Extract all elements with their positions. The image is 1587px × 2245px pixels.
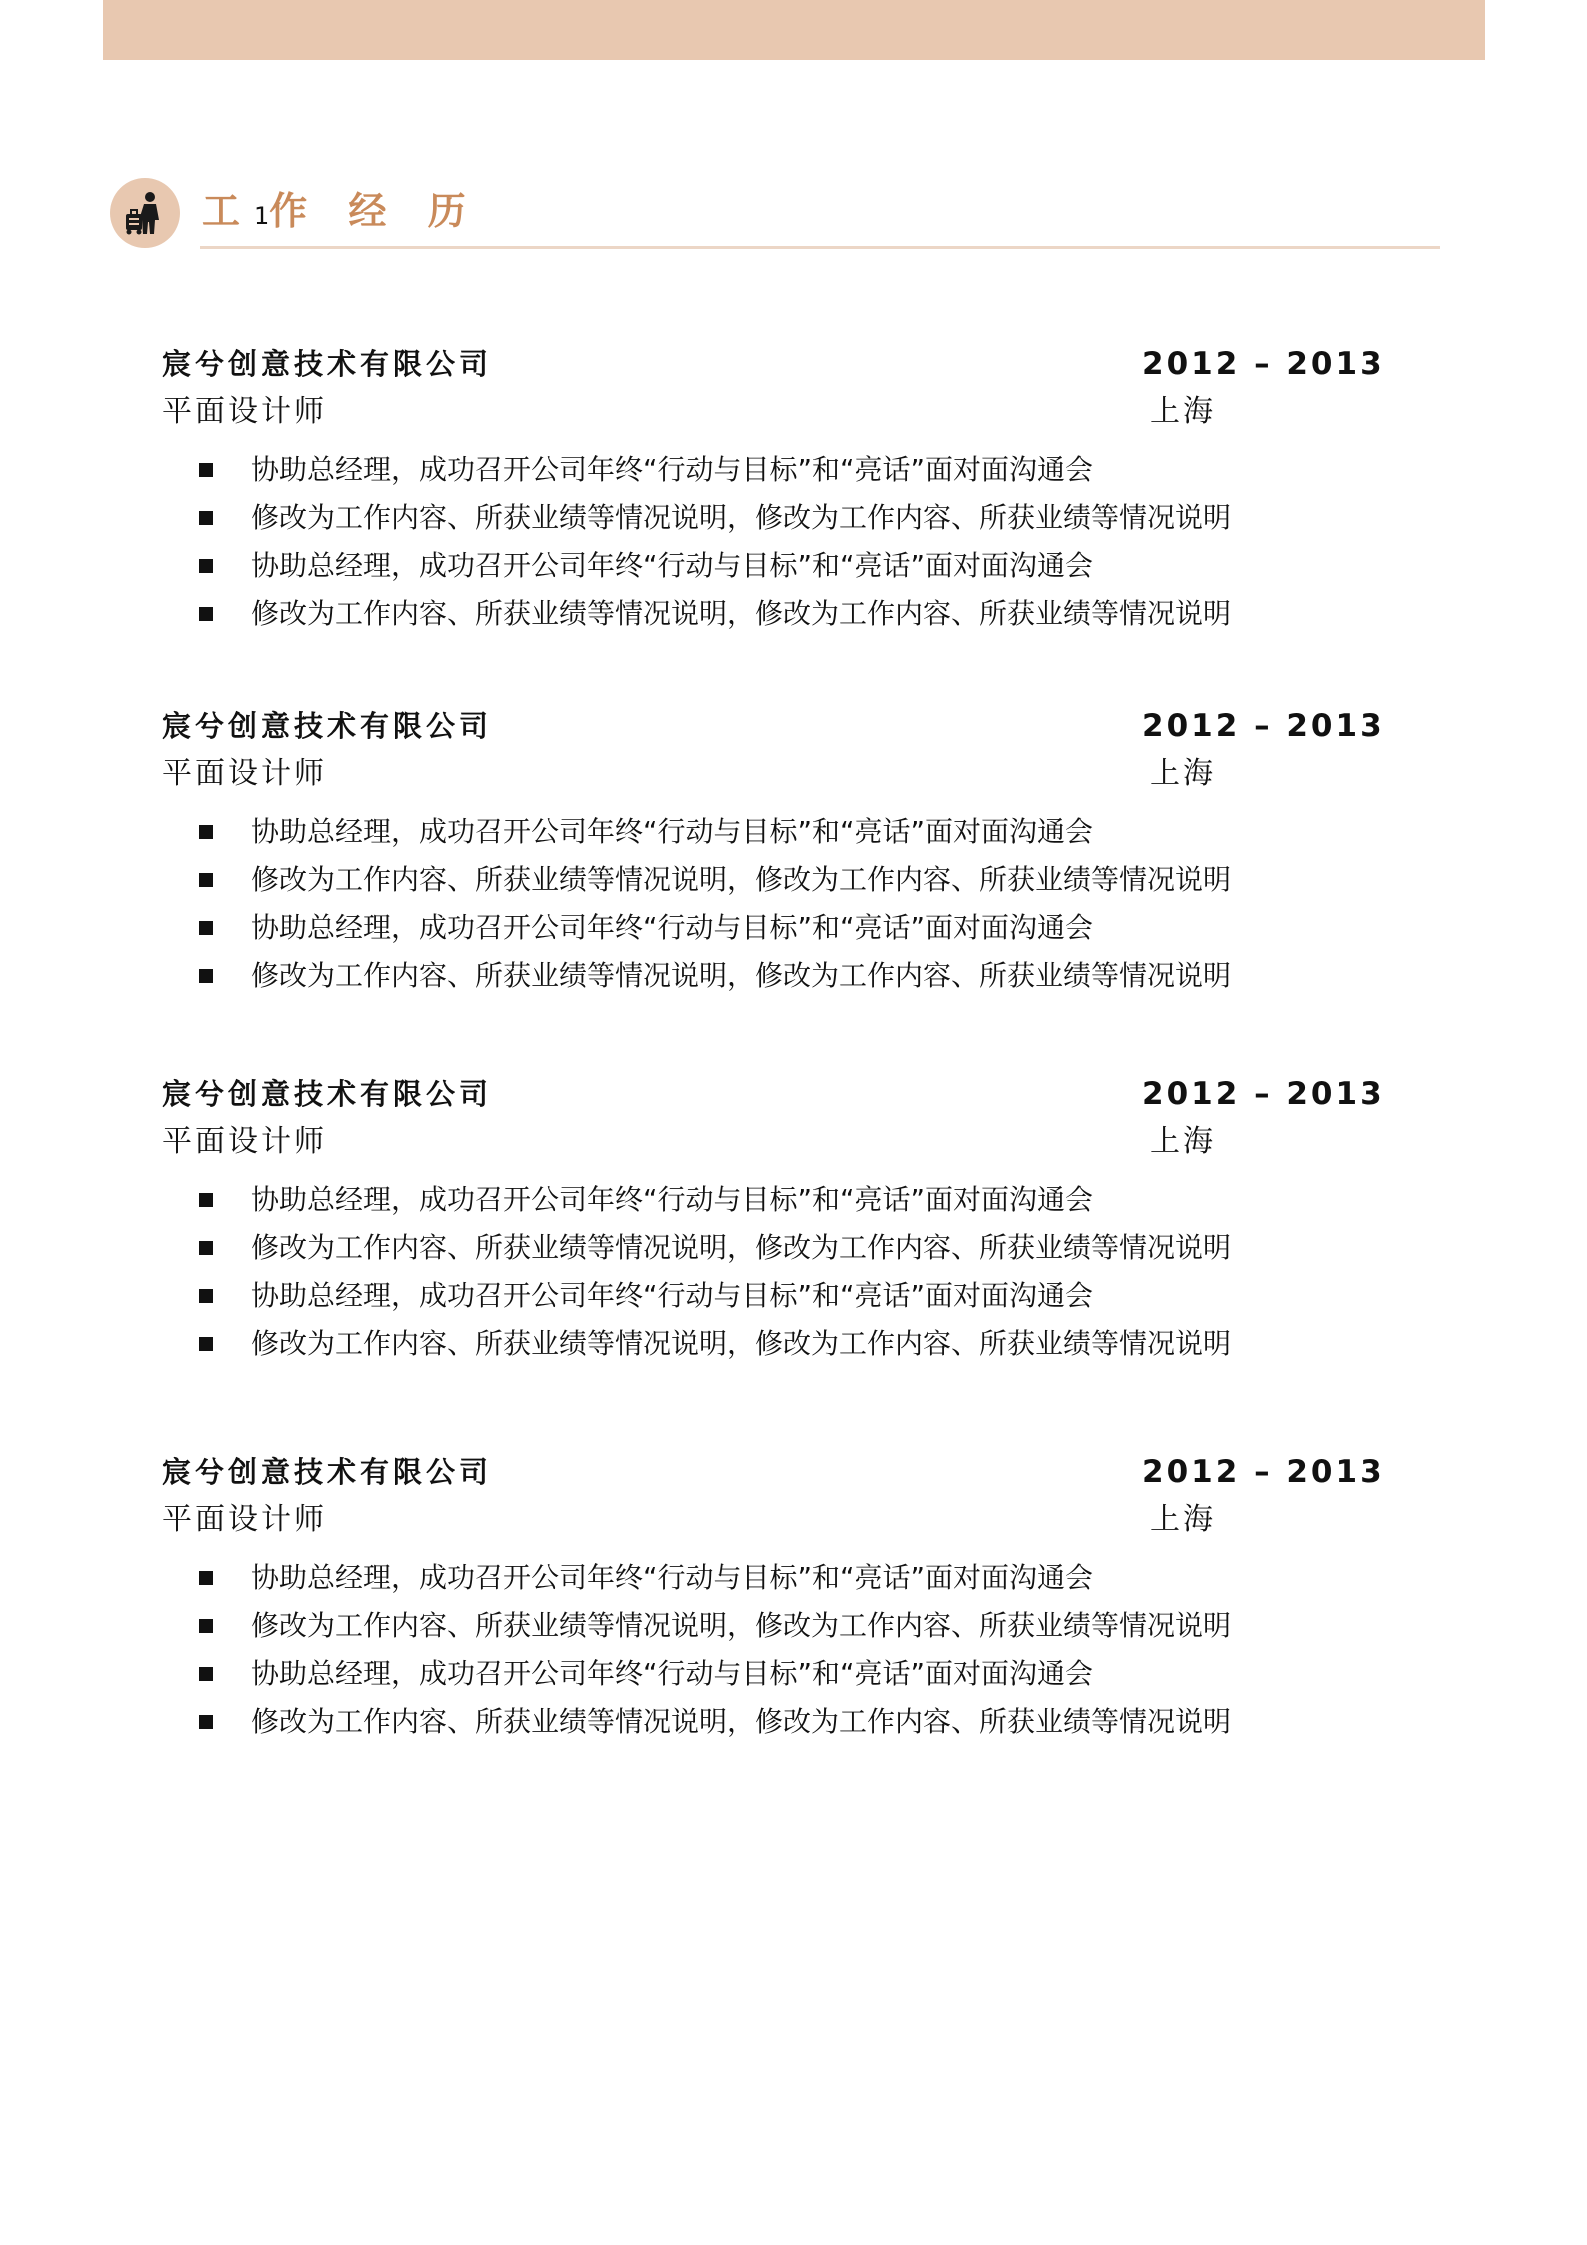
job-title: 平面设计师 — [162, 1502, 327, 1537]
company-name: 宸兮创意技术有限公司 — [162, 1077, 493, 1111]
square-bullet-icon — [199, 1193, 213, 1207]
person-with-luggage-icon — [110, 178, 180, 248]
work-entry — [162, 342, 1385, 638]
duty-list — [162, 1554, 1352, 1746]
square-bullet-icon — [199, 969, 213, 983]
duty-item — [162, 590, 1352, 638]
section-header-work-experience — [110, 178, 1440, 248]
company-name: 宸兮创意技术有限公司 — [162, 709, 493, 743]
employment-years: 2012 – 2013 — [1142, 346, 1385, 382]
square-bullet-icon — [199, 463, 213, 477]
square-bullet-icon — [199, 1715, 213, 1729]
duty-item — [162, 1272, 1352, 1320]
company-name: 宸兮创意技术有限公司 — [162, 347, 493, 381]
square-bullet-icon — [199, 511, 213, 525]
section-title-lead: 工 — [202, 189, 255, 233]
square-bullet-icon — [199, 607, 213, 621]
square-bullet-icon — [199, 1619, 213, 1633]
duty-list — [162, 808, 1352, 1000]
job-title: 平面设计师 — [162, 394, 327, 429]
duty-text: 协助总经理，成功召开公司年终“行动与目标”和“亮话”面对面沟通会 — [251, 1183, 1094, 1216]
duty-text: 修改为工作内容、所获业绩等情况说明，修改为工作内容、所获业绩等情况说明 — [251, 863, 1232, 896]
job-location: 上海 — [1150, 1124, 1216, 1159]
square-bullet-icon — [199, 873, 213, 887]
square-bullet-icon — [199, 921, 213, 935]
duty-item — [162, 1602, 1352, 1650]
duty-text: 修改为工作内容、所获业绩等情况说明，修改为工作内容、所获业绩等情况说明 — [251, 959, 1232, 992]
work-entry — [162, 1072, 1385, 1368]
page-number: 1 — [254, 202, 270, 230]
section-title-rest: 作 经 历 — [269, 189, 480, 233]
duty-item — [162, 494, 1352, 542]
duty-item — [162, 1176, 1352, 1224]
duty-list — [162, 1176, 1352, 1368]
duty-text: 修改为工作内容、所获业绩等情况说明，修改为工作内容、所获业绩等情况说明 — [251, 1231, 1232, 1264]
square-bullet-icon — [199, 1667, 213, 1681]
duty-text: 协助总经理，成功召开公司年终“行动与目标”和“亮话”面对面沟通会 — [251, 815, 1094, 848]
duty-item — [162, 1224, 1352, 1272]
square-bullet-icon — [199, 559, 213, 573]
duty-item — [162, 904, 1352, 952]
work-entry — [162, 1450, 1385, 1746]
duty-text: 协助总经理，成功召开公司年终“行动与目标”和“亮话”面对面沟通会 — [251, 453, 1094, 486]
duty-text: 协助总经理，成功召开公司年终“行动与目标”和“亮话”面对面沟通会 — [251, 1279, 1094, 1312]
duty-item — [162, 1320, 1352, 1368]
employment-years: 2012 – 2013 — [1142, 1454, 1385, 1490]
square-bullet-icon — [199, 1337, 213, 1351]
duty-item — [162, 808, 1352, 856]
job-location: 上海 — [1150, 1502, 1216, 1537]
square-bullet-icon — [199, 1241, 213, 1255]
duty-item — [162, 1698, 1352, 1746]
duty-text: 协助总经理，成功召开公司年终“行动与目标”和“亮话”面对面沟通会 — [251, 911, 1094, 944]
company-name: 宸兮创意技术有限公司 — [162, 1455, 493, 1489]
duty-text: 修改为工作内容、所获业绩等情况说明，修改为工作内容、所获业绩等情况说明 — [251, 501, 1232, 534]
job-location: 上海 — [1150, 756, 1216, 791]
square-bullet-icon — [199, 825, 213, 839]
duty-item — [162, 1554, 1352, 1602]
square-bullet-icon — [199, 1289, 213, 1303]
duty-item — [162, 952, 1352, 1000]
duty-list — [162, 446, 1352, 638]
duty-text: 修改为工作内容、所获业绩等情况说明，修改为工作内容、所获业绩等情况说明 — [251, 597, 1232, 630]
duty-item — [162, 856, 1352, 904]
work-entry — [162, 704, 1385, 1000]
duty-item — [162, 542, 1352, 590]
duty-text: 协助总经理，成功召开公司年终“行动与目标”和“亮话”面对面沟通会 — [251, 1561, 1094, 1594]
duty-text: 修改为工作内容、所获业绩等情况说明，修改为工作内容、所获业绩等情况说明 — [251, 1705, 1232, 1738]
job-title: 平面设计师 — [162, 756, 327, 791]
duty-text: 修改为工作内容、所获业绩等情况说明，修改为工作内容、所获业绩等情况说明 — [251, 1327, 1232, 1360]
square-bullet-icon — [199, 1571, 213, 1585]
duty-text: 修改为工作内容、所获业绩等情况说明，修改为工作内容、所获业绩等情况说明 — [251, 1609, 1232, 1642]
duty-item — [162, 446, 1352, 494]
job-location: 上海 — [1150, 394, 1216, 429]
duty-text: 协助总经理，成功召开公司年终“行动与目标”和“亮话”面对面沟通会 — [251, 549, 1094, 582]
section-divider — [200, 246, 1440, 249]
employment-years: 2012 – 2013 — [1142, 1076, 1385, 1112]
duty-item — [162, 1650, 1352, 1698]
top-decorative-band — [103, 0, 1485, 60]
job-title: 平面设计师 — [162, 1124, 327, 1159]
employment-years: 2012 – 2013 — [1142, 708, 1385, 744]
duty-text: 协助总经理，成功召开公司年终“行动与目标”和“亮话”面对面沟通会 — [251, 1657, 1094, 1690]
section-title — [202, 188, 480, 239]
